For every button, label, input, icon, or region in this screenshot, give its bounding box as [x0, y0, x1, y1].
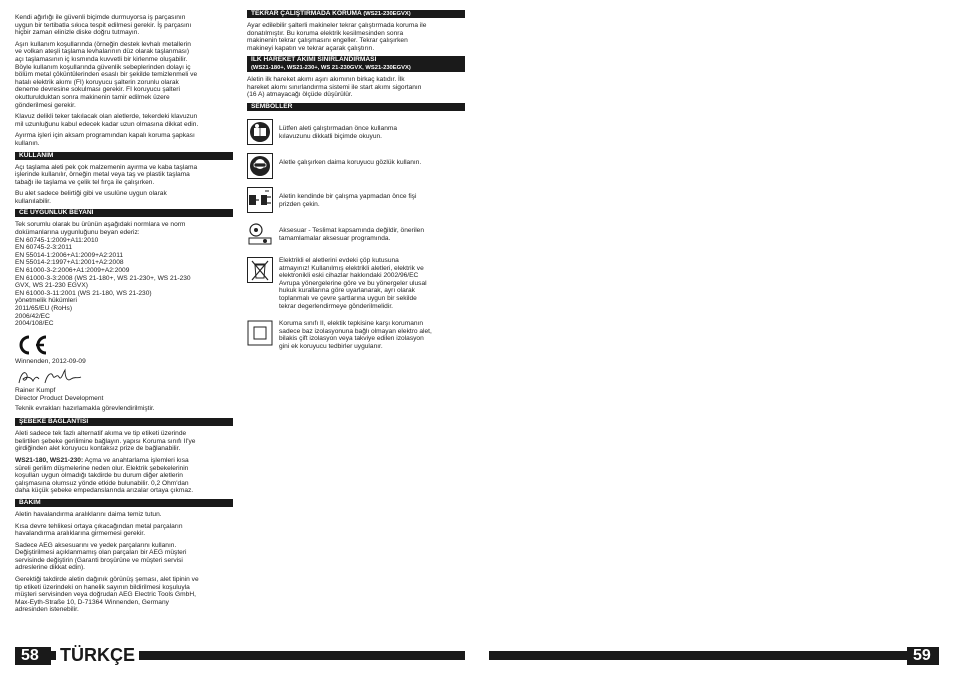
tekrar-heading-title: TEKRAR ÇALIŞTIRMADA KORUMA — [251, 10, 362, 17]
signer-note: Teknik evrakları hazırlamakla görevlendirilmiştir. — [15, 404, 155, 412]
bakim-paragraph-1: Aletin havalandırma aralıklarını daima temiz tutun. — [15, 510, 162, 518]
intro-paragraph-3: Klavuz delikli teker takılacak olan aletlerde, tekerdeki klavuzun mil uzunluğunu kabul edecek kadar uzun olmasına dikkat edin. — [15, 113, 199, 128]
symbol-weee — [247, 257, 465, 310]
tekrar-paragraph: Ayar edilebilir şalterli makineler tekrar çalıştırmada koruma ile donatılmıştır. Bu koruma elektrik kesilmesinden sonra makinenin tekrar çalışmasını engeller. Tekrar çalışırken makineyi kapatın ve tekrar açarak çalıştırın. — [247, 22, 427, 52]
symbol-read-manual — [247, 119, 465, 145]
signer-role: Director Product Development — [15, 394, 104, 402]
ce-mark-icon — [15, 334, 233, 356]
right-page-number: 59 — [907, 647, 939, 665]
symbol-unplug — [247, 187, 465, 213]
tekrar-heading — [247, 10, 465, 18]
symbol-goggles — [247, 153, 465, 179]
ce-declaration-text: Tek sorumlu olarak bu ürünün aşağıdaki normlara ve norm dokümanlarına uygunluğunu beyan ederiz: EN 60745-1:2009+A11:2010 EN 60745-2-3:2011 EN 55014-1:2006+A1:2009+A2:2011 EN 55014-2:1997+A1:2001+A2:2008 EN 61000-3-2:2006+A1:2009+A2:2009 EN 61000-3-3:2008 (WS 21-180+, WS 21-230+, WS 21-230 GVX, WS 21-230 EGVX) EN 61000-3-11:2001 (WS 21-180, WS 21-230) yönetmelik hükümleri 2011/65/EU (RoHs) 2006/42/EC 2004/108/EC — [15, 221, 191, 328]
ilk-heading — [247, 56, 465, 72]
kullanim-paragraph-1: Açı taşlama aleti pek çok malzemenin ayırma ve kaba taşlama işlerinde kullanılır, örneğin metal veya taş ve plastik taşlama tabağı ile taşlama ve çelik tel fırça ile çalışırken. — [15, 163, 198, 186]
symbol-unplug-text: Aletin kendinde bir çalışma yapmadan önce fişi prizden çekin. — [279, 192, 417, 208]
left-page-number: 58 — [15, 647, 51, 665]
intro-paragraph-4: Ayırma işleri için aksam programından kapalı koruma şapkası kullanın. — [15, 132, 195, 147]
language-label: TÜRKÇE — [56, 646, 139, 664]
ce-heading: CE UYGUNLUK BEYANI — [15, 209, 233, 217]
bakim-paragraph-2: Kısa devre tehlikesi ortaya çıkacağından metal parçaların havalandırma aralıklarına girmemesi gerekir. — [15, 522, 183, 538]
read-manual-icon — [247, 119, 273, 145]
sebeke-paragraph-1: Aleti sadece tek fazlı alternatif akıma ve tip etiketi üzerinde belirtilen şebeke gerilimine bağlayın. yapısı Koruma sınıfı II'ye girdiğinden alet koruyucu kontaksız prize de bağlanabilir. — [15, 430, 196, 453]
kullanim-heading: KULLANIM — [15, 152, 233, 160]
signature-image — [15, 367, 233, 387]
weee-bin-icon — [247, 257, 273, 283]
symbol-goggles-text: Aletle çalışırken daima koruyucu gözlük kullanın. — [279, 158, 422, 166]
unplug-icon — [247, 187, 273, 213]
sebeke-paragraph-2-text: Açma ve anahtarlama işlemleri kısa süreli gerilim düşmelerine neden olur. Elektrik şebekelerinin koşulları uygun olmadığı takdirde bu durum diğer aletlerin çalışmasına olumsuz yönde etkide bulunabilir. 0,2 Ohm'dan daha küçük şebeke empedanslarında arızalar ortaya çıkmaz. — [15, 456, 194, 495]
sebeke-models: WS21-180, WS21-230: — [15, 456, 84, 464]
place-date: Winnenden, 2012-09-09 — [15, 357, 86, 365]
bakim-paragraph-3: Sadece AEG aksesuarını ve yedek parçalarını kullanın. Değiştirilmesi açıklanmamış olan parçaları bir AEG müşteri servisinde değiştirin (Garanti broşürüne ve müşteri servisi adreslerine dikkat edin). — [15, 541, 187, 572]
symbol-protection-class-text: Koruma sınıfı II, elektik tepkisine karşı korumanın sadece baz izolasyonuna bağlı olmayan elektro alet, bilakis çift izolasyon veya takviye edilen izolasyon gini ek koruyucu tedbirler uygulanır. — [279, 320, 432, 350]
symbol-accessory — [247, 221, 465, 247]
safety-goggles-icon — [247, 153, 273, 179]
tekrar-heading-models: (WS21-230EGVX) — [363, 11, 411, 17]
bakim-paragraph-4: Gerektiği takdirde aletin dağınık görünüş şeması, alet tipinin ve tip etiketi üzerindeki on hanelik sayının bildirilmesi koşuluyla müşteri servisinden veya doğrudan AEG Electric Tools GmbH, Max-Eyth-Straße 10, D-71364 Winnenden, Germany adresinden istenebilir. — [15, 576, 199, 614]
sebeke-paragraph-2 — [15, 457, 233, 495]
bakim-heading: BAKIM — [15, 499, 233, 507]
symbol-weee-text: Elektrikli el aletlerini evdeki çöp kutusuna atmayınız! Kullanılmış elektrikli aletleri, elektrik ve elektronikli eski cihazlar hakkındaki 2002/96/EC Avrupa yönergelerine göre ve bu yönergeler ulusal hukuk kurallarına göre uyarlanarak, ayrı olarak toplanmalı ve çevre şartlarına uygun bir sekilde tekrar degerlendirmeye gönderilmelidir. — [279, 256, 427, 310]
protection-class-ii-icon — [247, 320, 273, 346]
ilk-heading-title: İLK HAREKET AKIMI SINIRLANDIRMASI — [251, 56, 377, 64]
left-column — [15, 14, 233, 618]
semboller-heading: SEMBOLLER — [247, 103, 465, 111]
symbol-protection-class — [247, 320, 465, 350]
kullanim-paragraph-2: Bu alet sadece belirtiği gibi ve usulüne uygun olarak kullanılabilir. — [15, 190, 167, 205]
sebeke-heading: ŞEBEKE BAĞLANTISI — [15, 418, 233, 426]
symbol-accessory-text: Aksesuar - Teslimat kapsamında değildir, önerilen tamamlamalar aksesuar programında. — [279, 226, 425, 242]
right-column — [247, 10, 465, 359]
signer-name: Rainer Kumpf — [15, 387, 56, 395]
ilk-heading-models: (WS21-180+, WS21-230+, WS 21-230GVX, WS21-230EGVX) — [251, 64, 411, 71]
intro-paragraph-1: Kendi ağırlığı ile güvenli biçimde durmuyorsa iş parçasının uygun bir tertibatla sıkıca tespit edilmesi gerekir. İş parçasını hiçbir zaman elinizle diske doğru tutmayın. — [15, 14, 192, 37]
ilk-paragraph: Aletin ilk hareket akımı aşırı akımının birkaç katıdır. İlk hareket akımı sınırlandırma sistemi ile start akımı sigortanın (16 A) atmayacağı ölçüde düşürülür. — [247, 76, 422, 99]
intro-paragraph-2: Aşırı kullanım koşullarında (örneğin destek levhalı metallerin ve volkan ateşli taşlama levhalarının düz olarak taşlanması) açı taşlamasının iç kısmında kuvvetli bir kirlenme oluşabilir. Böyle kullanım koşullarında güvenlik sebeplerinden dolayı iç bölüm metal çöküntülerinden esaslı bir şekilde temizlenmeli ve hatalı elektrik akımı (FI) koruyucu şalterin zorunlu olarak deneme devresine sokulması gerekir. FI koruyucu şalteri okutturulduktan sonra makinenin tamir edilmek üzere gönderilmesi gerekir. — [15, 40, 198, 109]
accessory-icon — [247, 221, 273, 247]
right-footer-bar — [489, 651, 939, 660]
symbol-read-manual-text: Lütfen aleti çalıştırmadan önce kullanma kılavuzunu dikkatli biçimde okuyun. — [279, 124, 398, 140]
